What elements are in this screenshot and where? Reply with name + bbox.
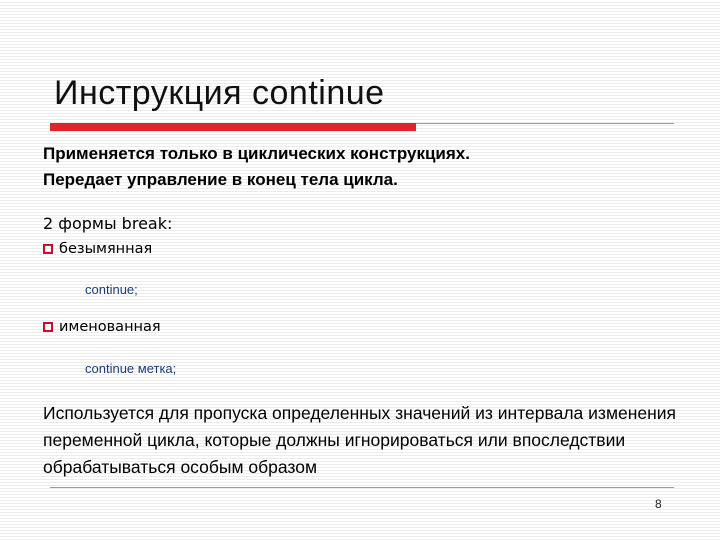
title-divider [416, 123, 674, 124]
forms-heading: 2 формы break: [43, 214, 173, 233]
page-number: 8 [655, 497, 662, 511]
code-example-unnamed: continue; [85, 282, 138, 297]
bullet-label: именованная [59, 319, 161, 335]
bullet-label: безымянная [59, 241, 153, 257]
bold-statement-2: Передает управление в конец тела цикла. [43, 170, 398, 189]
slide-title: Инструкция continue [54, 74, 385, 112]
square-bullet-icon [43, 322, 53, 332]
code-example-named: continue метка; [85, 361, 177, 376]
bold-statement-1: Применяется только в циклических конструкциях. [43, 144, 470, 163]
description-paragraph: Используется для пропуска определенных значений из интервала изменения переменной цикла, которые должны игнорироваться или впоследствии обрабатываться особым образом [43, 403, 677, 477]
footer-divider [50, 487, 674, 488]
title-accent-bar [50, 123, 416, 131]
bullet-item-unnamed [43, 241, 152, 257]
square-bullet-icon [43, 244, 53, 254]
bullet-item-named [43, 319, 161, 335]
